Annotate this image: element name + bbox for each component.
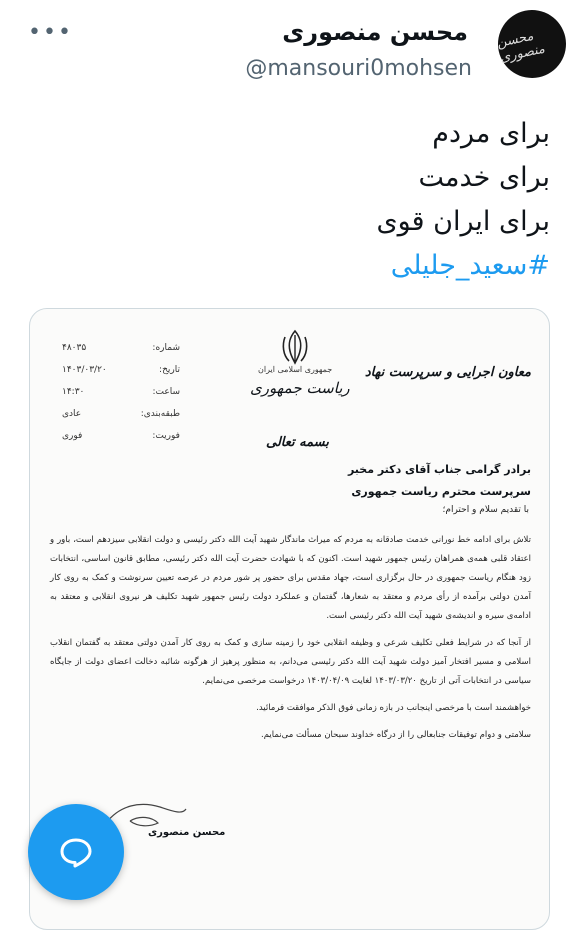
letter-paragraph: سلامتی و دوام توفیقات جنابعالی را از درگاه خداوند سبحان مسألت می‌نمایم. bbox=[261, 730, 531, 740]
tweet-line: برای خدمت bbox=[418, 162, 550, 193]
iran-emblem-icon bbox=[280, 329, 310, 365]
avatar[interactable]: محسن منصوری bbox=[492, 4, 573, 85]
user-handle[interactable]: @mansouri0mohsen bbox=[245, 56, 472, 81]
letter-metadata bbox=[62, 337, 180, 447]
meta-label: ساعت: bbox=[152, 387, 180, 397]
meta-label: فوریت: bbox=[152, 431, 180, 441]
letter-paragraph: خواهشمند است با مرخصی اینجانب در بازه زمانی فوق الذکر موافقت فرمائید. bbox=[256, 703, 531, 713]
tweet-line: برای مردم bbox=[432, 118, 550, 149]
meta-value: فوری bbox=[62, 431, 83, 441]
chat-fab-button[interactable] bbox=[28, 804, 124, 900]
addressee-line: سرپرست محترم ریاست جمهوری bbox=[351, 485, 531, 498]
letter-paragraph: از آنجا که در شرایط فعلی تکلیف شرعی و وظیفه انقلابی خود را زمینه سازی و کمک به روی کار آمدن دولتی معتقد به گفتمان انقلاب اسلامی و مسیر افتخار آمیز دولت شهید آیت الله دکتر رئیسی می‌دانم، به منظور پرهیز از هرگونه شائبه دخالت اعضای دولت از جایگاه سیاسی در انتخابات آتی از تاریخ ۱۴۰۳/۰۳/۲۰ لغایت ۱۴۰۳/۰۴/۰۹ درخواست مرخصی می‌نمایم. bbox=[50, 638, 531, 686]
greeting: با تقدیم سلام و احترام؛ bbox=[442, 505, 529, 515]
gov-title: ریاست جمهوری bbox=[250, 379, 350, 397]
tweet-line: برای ایران قوی bbox=[376, 206, 550, 237]
bismillah-heading: بسمه تعالی bbox=[266, 435, 329, 450]
meta-value: عادی bbox=[62, 409, 82, 419]
gov-subtitle: جمهوری اسلامی ایران bbox=[258, 365, 333, 374]
tweet-text bbox=[30, 112, 550, 288]
hashtag-link[interactable]: #سعید_جلیلی bbox=[390, 250, 550, 281]
chat-bubble-icon bbox=[56, 832, 96, 872]
addressee bbox=[348, 459, 531, 503]
meta-value: ۱۴۰۳/۰۳/۲۰ bbox=[62, 365, 107, 375]
display-name[interactable]: محسن منصوری bbox=[282, 18, 468, 46]
signer-name: محسن منصوری bbox=[148, 827, 226, 838]
meta-value: ۴۸۰۳۵ bbox=[62, 343, 87, 353]
addressee-line: برادر گرامی جناب آقای دکتر مخبر bbox=[347, 463, 531, 476]
meta-value: ۱۴:۳۰ bbox=[62, 387, 85, 397]
meta-label: تاریخ: bbox=[159, 365, 180, 375]
meta-label: طبقه‌بندی: bbox=[140, 409, 180, 419]
tweet-header bbox=[0, 0, 576, 110]
deputy-title: معاون اجرایی و سرپرست نهاد bbox=[364, 365, 531, 380]
meta-label: شماره: bbox=[152, 343, 180, 353]
more-options-icon[interactable]: ••• bbox=[28, 20, 73, 45]
letter-paragraph: تلاش برای ادامه خط نورانی خدمت صادقانه به مردم که میراث ماندگار شهید آیت الله دکتر رئیسی و دولت انقلابی سیزدهم است، باور و اعتقاد قلبی همه‌ی همراهان رئیس جمهور شهید است. اکنون که با شهادت حضرت آیت الله دکتر رئیسی، مطابق قانون اساسی، انتخابات زود هنگام ریاست جمهوری در حال برگزاری است، جهاد مقدس برای حضور پر شور مردم در عرصه تعیین سرنوشت و کمک به روی کار آمدن دولتی برآمده از رأی مردم و معتقد به شعارها، گفتمان و عملکرد دولت رئیس جمهور شهید تکلیف هر نیروی انقلابی و معتقد به ادامه‌ی سیره و اندیشه‌ی شهید آیت الله دکتر رئیسی است. bbox=[50, 535, 531, 621]
letter-body bbox=[50, 531, 531, 753]
